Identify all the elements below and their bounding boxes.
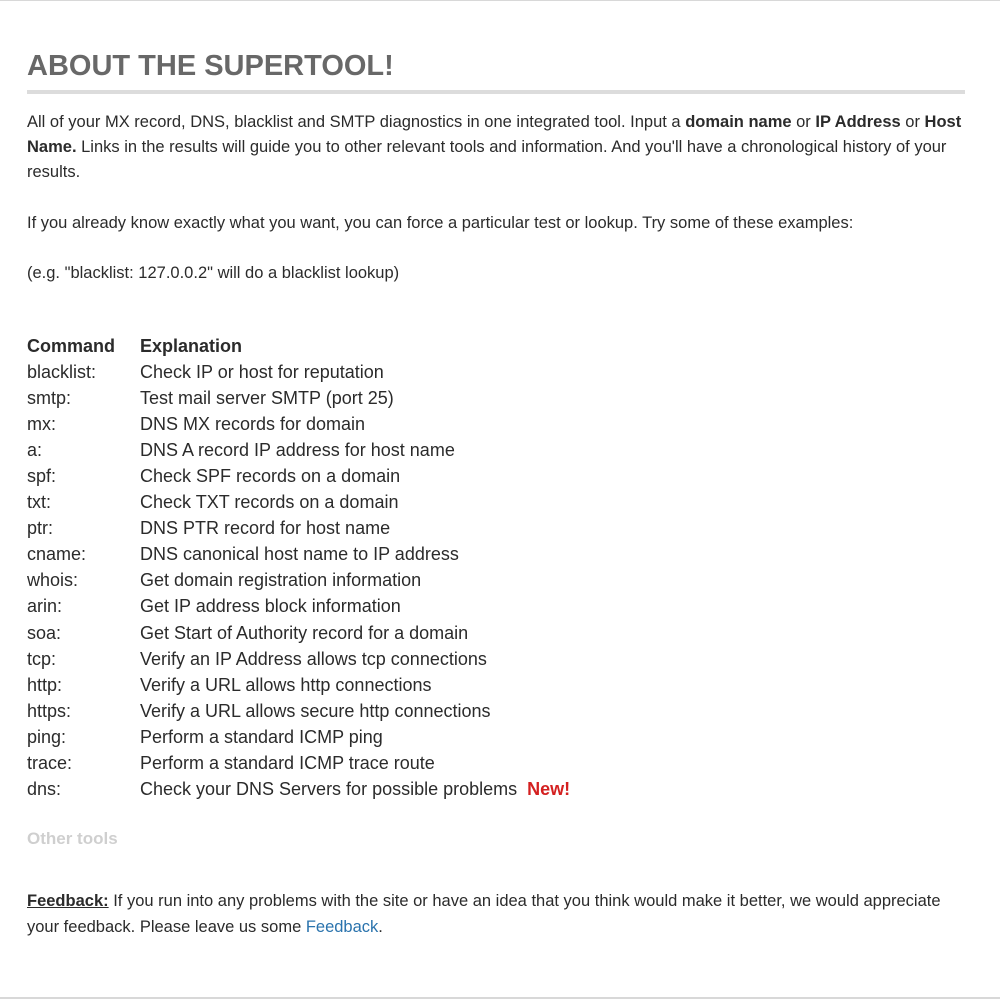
command-cell: txt:: [27, 492, 52, 513]
explanation-cell: [140, 385, 570, 411]
explanation-text: Get IP address block information: [140, 596, 401, 617]
explanation-cell: [140, 359, 570, 385]
feedback-link[interactable]: Feedback: [305, 917, 379, 936]
command-cell: a:: [27, 439, 43, 460]
new-badge: New!: [527, 779, 571, 800]
explanation-text: Check TXT records on a domain: [140, 492, 399, 513]
force-lookup-text: If you already know exactly what you want, you can force a particular test or lookup. Try some of these examples:: [27, 214, 854, 232]
header-command: Command: [27, 335, 116, 356]
explanation-cell: [140, 646, 570, 672]
explanation-text: Perform a standard ICMP trace route: [140, 753, 435, 774]
table-row: [27, 724, 570, 750]
command-cell: spf:: [27, 466, 57, 487]
feedback-label: Feedback:: [27, 892, 109, 910]
explanation-text: Check your DNS Servers for possible problems: [140, 779, 518, 800]
title-divider: [27, 90, 965, 94]
explanation-cell: [140, 568, 570, 594]
explanation-cell: [140, 516, 570, 542]
explanation-text: DNS PTR record for host name: [140, 518, 391, 539]
feedback-text: If you run into any problems with the site or have an idea that you think would make it better, we would appreciate your feedback. Please leave us some: [27, 892, 941, 936]
explanation-cell: [140, 411, 570, 437]
command-cell: cname:: [27, 544, 87, 565]
intro-text-3: or: [900, 113, 925, 131]
command-cell: blacklist:: [27, 361, 97, 382]
page-title: ABOUT THE SUPERTOOL!: [27, 50, 394, 82]
command-cell: ping:: [27, 726, 67, 747]
explanation-text: Perform a standard ICMP ping: [140, 726, 383, 747]
explanation-text: DNS canonical host name to IP address: [140, 544, 459, 565]
top-divider: [0, 0, 1000, 1]
command-cell: dns:: [27, 779, 62, 800]
explanation-cell: [140, 437, 570, 463]
intro-text-1: All of your MX record, DNS, blacklist and SMTP diagnostics in one integrated tool. Input a: [27, 113, 686, 131]
explanation-text: Check SPF records on a domain: [140, 466, 401, 487]
example-text: (e.g. "blacklist: 127.0.0.2" will do a blacklist lookup): [27, 264, 400, 282]
feedback-end: .: [378, 917, 383, 936]
explanation-text: Get Start of Authority record for a domain: [140, 622, 469, 643]
explanation-cell: [140, 620, 570, 646]
command-cell: tcp:: [27, 648, 57, 669]
table-row: [27, 568, 570, 594]
explanation-cell: [140, 542, 570, 568]
explanation-text: Verify an IP Address allows tcp connections: [140, 648, 487, 669]
intro-text-2: or: [791, 113, 816, 131]
table-row: [27, 411, 570, 437]
explanation-text: DNS MX records for domain: [140, 413, 366, 434]
command-cell: mx:: [27, 413, 56, 434]
explanation-cell: [140, 463, 570, 489]
table-row: [27, 359, 570, 385]
explanation-text: DNS A record IP address for host name: [140, 439, 455, 460]
table-row: [27, 698, 570, 724]
command-cell: https:: [27, 700, 72, 721]
table-row: [27, 516, 570, 542]
command-cell: trace:: [27, 753, 73, 774]
command-cell: arin:: [27, 596, 63, 617]
table-row: [27, 620, 570, 646]
intro-text-4: Links in the results will guide you to other relevant tools and information. And you'll have a chronological history of your results.: [27, 138, 947, 181]
explanation-cell: [140, 777, 570, 803]
explanation-cell: [140, 724, 570, 750]
explanation-cell: [140, 672, 570, 698]
explanation-cell: [140, 594, 570, 620]
header-explanation: Explanation: [140, 335, 243, 356]
table-row: [27, 777, 570, 803]
explanation-text: Verify a URL allows secure http connections: [140, 700, 491, 721]
intro-bold-host: Host Name.: [27, 113, 962, 156]
command-table-body: [27, 359, 570, 803]
explanation-text: Verify a URL allows http connections: [140, 674, 432, 695]
intro-paragraph: [27, 110, 967, 185]
table-row: [27, 437, 570, 463]
table-row: [27, 751, 570, 777]
intro-bold-ip: IP Address: [815, 113, 901, 131]
bottom-divider: [0, 997, 1000, 999]
command-cell: http:: [27, 674, 63, 695]
explanation-cell: [140, 698, 570, 724]
explanation-cell: [140, 751, 570, 777]
feedback-paragraph: [27, 889, 947, 940]
table-header-row: [27, 333, 570, 359]
table-row: [27, 385, 570, 411]
command-cell: soa:: [27, 622, 62, 643]
other-tools-label: Other tools: [27, 829, 118, 848]
explanation-cell: [140, 490, 570, 516]
intro-bold-domain: domain name: [685, 113, 792, 131]
command-table: [27, 333, 570, 803]
explanation-text: Check IP or host for reputation: [140, 361, 384, 382]
command-cell: whois:: [27, 570, 79, 591]
command-cell: ptr:: [27, 518, 54, 539]
explanation-text: Test mail server SMTP (port 25): [140, 387, 394, 408]
command-cell: smtp:: [27, 387, 72, 408]
table-row: [27, 463, 570, 489]
table-row: [27, 542, 570, 568]
table-row: [27, 646, 570, 672]
table-row: [27, 490, 570, 516]
explanation-text: Get domain registration information: [140, 570, 422, 591]
table-row: [27, 594, 570, 620]
table-row: [27, 672, 570, 698]
